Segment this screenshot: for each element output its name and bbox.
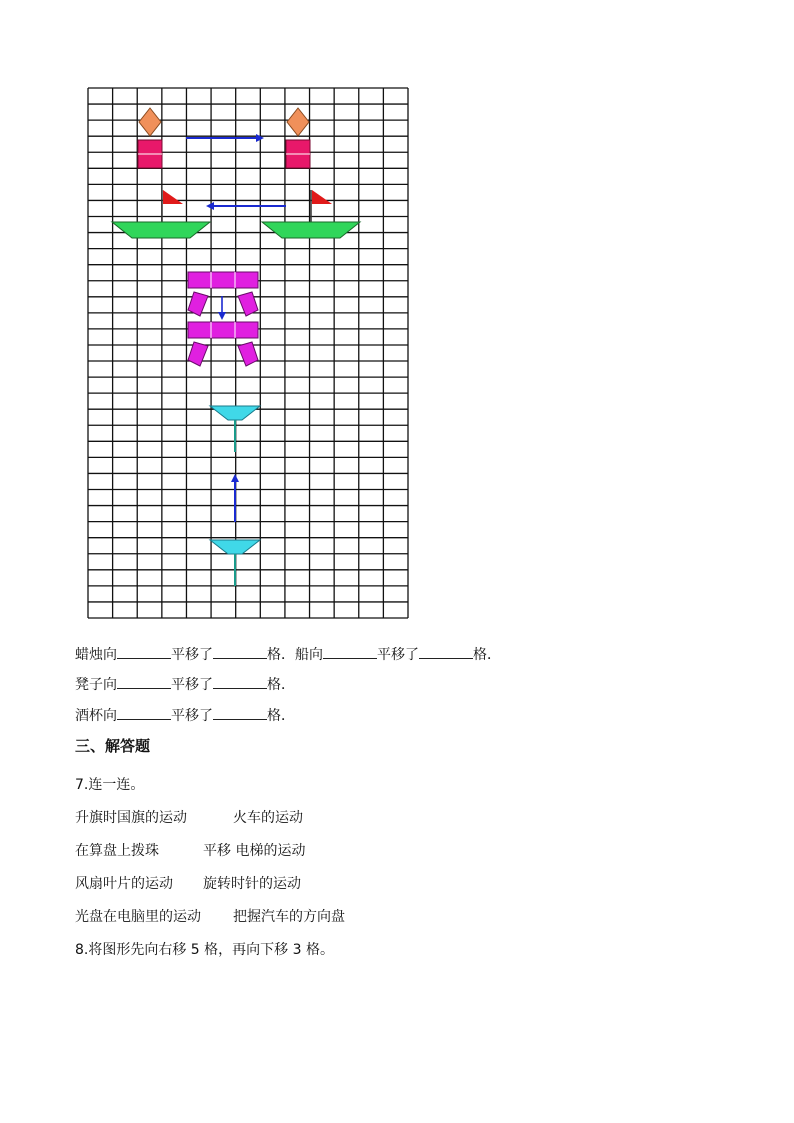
blank-cup-direction[interactable]	[117, 705, 171, 720]
fill-line-candle-boat: 蜡烛向 平移了 格．船向 平移了 格．	[75, 644, 501, 665]
translation-grid-figure	[86, 84, 422, 624]
q7-right-item[interactable]: 把握汽车的方向盘	[233, 909, 345, 925]
blank-cup-squares[interactable]	[213, 705, 267, 720]
q7-right-item[interactable]: 平移 电梯的运动	[203, 843, 306, 859]
fill-line-cup: 酒杯向 平移了 格．	[75, 705, 295, 726]
q7-left-item[interactable]: 风扇叶片的运动	[75, 876, 173, 892]
q8-title: 8.将图形先向右移 5 格，再向下移 3 格。	[75, 942, 334, 958]
blank-stool-direction[interactable]	[117, 674, 171, 689]
q7-left-item[interactable]: 光盘在电脑里的运动	[75, 909, 201, 925]
blank-candle-direction[interactable]	[117, 644, 171, 659]
blank-stool-squares[interactable]	[213, 674, 267, 689]
fill-line-stool: 凳子向 平移了 格．	[75, 674, 295, 695]
q7-title: 7.连一连。	[75, 777, 145, 793]
q7-right-item[interactable]: 火车的运动	[233, 810, 303, 826]
blank-boat-direction[interactable]	[323, 644, 377, 659]
q7-left-item[interactable]: 在算盘上拨珠	[75, 843, 159, 859]
q7-right-item[interactable]: 旋转时针的运动	[203, 876, 301, 892]
blank-candle-squares[interactable]	[213, 644, 267, 659]
section-title: 三、解答题	[75, 737, 151, 755]
q7-left-item[interactable]: 升旗时国旗的运动	[75, 810, 187, 826]
blank-boat-squares[interactable]	[419, 644, 473, 659]
